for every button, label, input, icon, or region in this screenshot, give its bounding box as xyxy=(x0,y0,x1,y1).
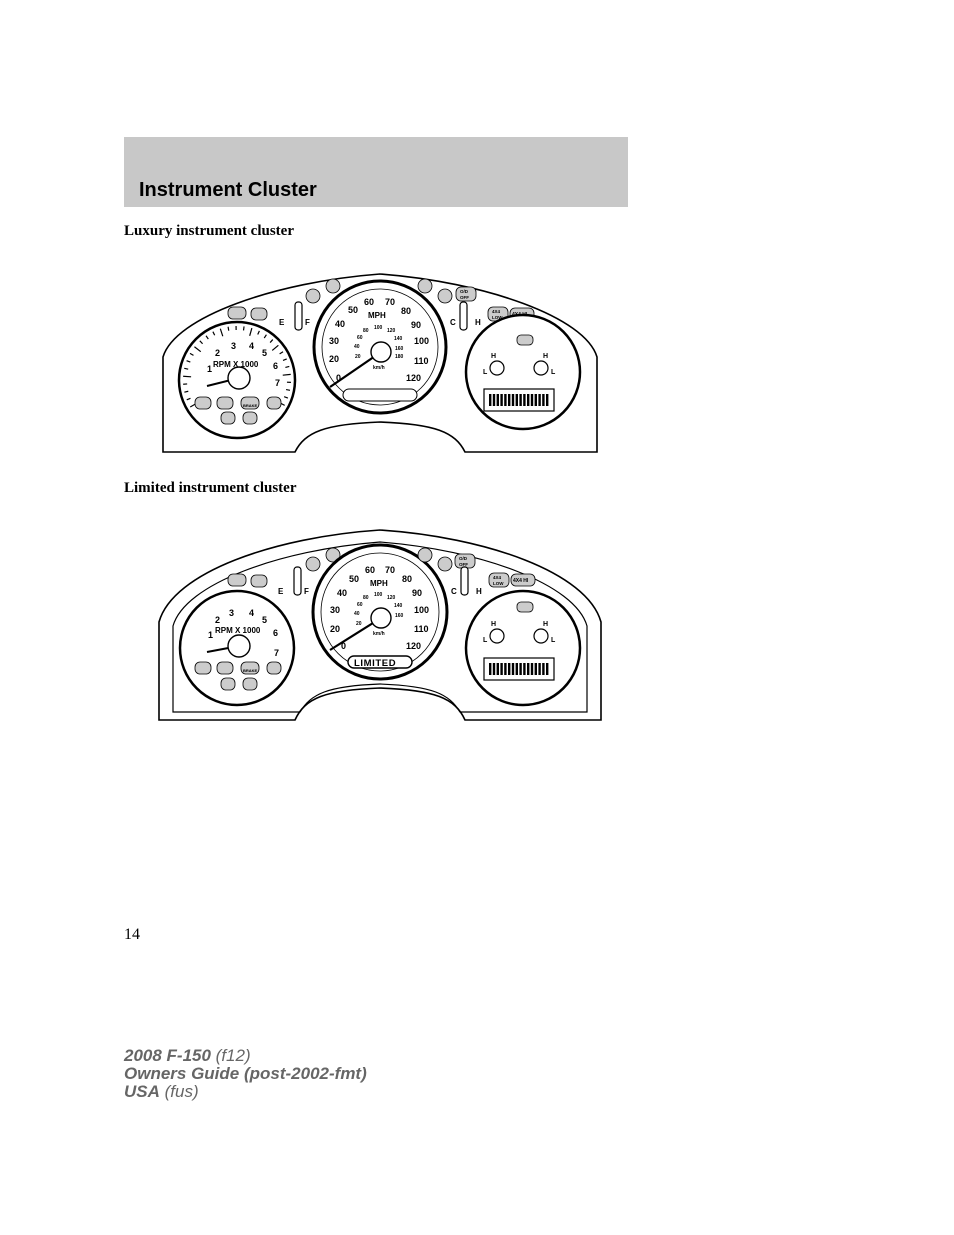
oil-pressure-gauge xyxy=(534,361,548,375)
temp-hot-label: H xyxy=(476,587,482,596)
tach-label: RPM X 1000 xyxy=(213,360,259,369)
limited-badge-label: LIMITED xyxy=(354,658,397,669)
mph-tick-label: 0 xyxy=(341,641,347,651)
tach-tick xyxy=(228,327,229,331)
kmh-tick-label: 100 xyxy=(374,592,383,598)
fuel-full-label: F xyxy=(305,318,310,327)
display-segment xyxy=(531,663,533,675)
display-segment xyxy=(500,663,502,675)
display-segment xyxy=(508,663,510,675)
mph-tick-label: 100 xyxy=(414,605,430,615)
kmh-tick-label: 20 xyxy=(356,621,362,627)
tach-tick xyxy=(184,368,188,369)
display-segment xyxy=(535,394,537,406)
tach-tick-label: 5 xyxy=(262,615,268,625)
mph-tick-label: 50 xyxy=(348,305,359,315)
mph-tick-label: 50 xyxy=(349,574,360,584)
mph-tick-label: 20 xyxy=(329,354,340,364)
footer-line-model xyxy=(124,1047,367,1065)
check-engine-icon xyxy=(217,397,233,409)
tach-tick-label: 3 xyxy=(229,608,235,618)
fuel-gauge xyxy=(294,567,301,595)
display-segment xyxy=(523,663,525,675)
kmh-tick-label: 80 xyxy=(363,328,369,334)
kmh-tick-label: 80 xyxy=(363,595,369,601)
mph-tick-label: 30 xyxy=(330,605,341,615)
check-engine-icon xyxy=(217,662,233,674)
display-segment xyxy=(519,394,521,406)
voltage-high-label: H xyxy=(491,621,497,628)
kmh-tick-label: 60 xyxy=(357,602,363,608)
mph-tick-label: 80 xyxy=(402,574,413,584)
tach-tick xyxy=(244,326,245,330)
caption-luxury-cluster: Luxury instrument cluster xyxy=(124,223,294,239)
tach-hub xyxy=(228,367,250,389)
display-segment xyxy=(489,394,491,406)
mph-tick-label: 0 xyxy=(336,373,342,383)
speedometer-kmh-label: km/h xyxy=(373,631,385,637)
display-segment xyxy=(500,394,502,406)
speedometer-hub xyxy=(371,608,391,628)
display-segment xyxy=(504,663,506,675)
oil-low-label: L xyxy=(551,637,556,644)
od-indicator-bottom-label: OFF xyxy=(460,295,469,300)
voltage-high-label: H xyxy=(491,353,497,360)
tire-pressure-icon xyxy=(243,678,257,690)
display-segment xyxy=(516,663,518,675)
seatbelt-warning-icon xyxy=(195,397,211,409)
abs-warning-icon xyxy=(267,662,281,674)
4x4-low-bottom-label: LOW xyxy=(492,315,503,320)
display-segment xyxy=(512,663,514,675)
mph-tick-label: 40 xyxy=(337,588,348,598)
limited-cluster-illustration xyxy=(155,522,605,724)
mph-tick-label: 40 xyxy=(335,319,346,329)
display-segment xyxy=(497,394,499,406)
fuel-gauge xyxy=(295,302,302,330)
oil-high-label: H xyxy=(543,621,549,628)
caption-limited-cluster: Limited instrument cluster xyxy=(124,480,297,496)
kmh-tick-label: 160 xyxy=(395,613,404,619)
od-indicator-top-label: O/D xyxy=(460,289,469,294)
tach-tick-label: 7 xyxy=(275,378,281,388)
seatbelt-chime-icon xyxy=(326,279,340,293)
display-segment xyxy=(538,663,540,675)
page-number: 14 xyxy=(124,926,140,943)
airbag-warning-icon xyxy=(251,308,267,320)
od-indicator-bottom-label: OFF xyxy=(459,562,468,567)
display-segment xyxy=(497,663,499,675)
display-segment xyxy=(546,663,548,675)
speedometer-kmh-label: km/h xyxy=(373,365,385,371)
tach-tick-label: 4 xyxy=(249,608,255,618)
luxury-cluster-illustration xyxy=(155,262,605,459)
brake-label: BRAKE xyxy=(243,403,258,408)
oil-low-label: L xyxy=(551,369,556,376)
speedometer-mph-label: MPH xyxy=(370,579,388,588)
security-icon xyxy=(221,678,235,690)
display-segment xyxy=(531,394,533,406)
temp-cold-label: C xyxy=(451,587,457,596)
mph-tick-label: 20 xyxy=(330,624,341,634)
display-segment xyxy=(489,663,491,675)
voltage-low-label: L xyxy=(483,369,488,376)
tach-tick-label: 2 xyxy=(215,348,221,358)
speed-control-icon xyxy=(418,548,432,562)
fuel-full-label: F xyxy=(304,587,309,596)
tach-tick-label: 6 xyxy=(273,361,279,371)
mph-tick-label: 70 xyxy=(385,565,396,575)
headlamp-indicator-icon xyxy=(517,602,533,612)
kmh-tick-label: 140 xyxy=(394,336,403,342)
battery-warning-icon xyxy=(228,574,246,586)
tire-pressure-icon xyxy=(243,412,257,424)
tach-tick xyxy=(183,376,191,377)
tach-tick-label: 7 xyxy=(274,648,280,658)
kmh-tick-label: 100 xyxy=(374,325,383,331)
speedometer-hub xyxy=(371,342,391,362)
voltage-gauge xyxy=(490,361,504,375)
footer-line-guide xyxy=(124,1065,367,1083)
airbag-warning-icon xyxy=(251,575,267,587)
header-band xyxy=(124,137,628,207)
mph-tick-label: 110 xyxy=(414,624,429,634)
display-segment xyxy=(546,394,548,406)
oil-pressure-gauge xyxy=(534,629,548,643)
display-segment xyxy=(512,394,514,406)
brake-label: BRAKE xyxy=(243,668,258,673)
headlamp-indicator-icon xyxy=(517,335,533,345)
voltage-gauge xyxy=(490,629,504,643)
tach-tick-label: 5 xyxy=(262,348,268,358)
tach-tick xyxy=(286,390,290,391)
mph-tick-label: 70 xyxy=(385,297,396,307)
display-segment xyxy=(523,394,525,406)
kmh-tick-label: 140 xyxy=(394,603,403,609)
mph-tick-label: 80 xyxy=(401,306,412,316)
tach-tick-label: 3 xyxy=(231,341,237,351)
4x4-low-top-label: 4X4 xyxy=(492,309,501,314)
tach-hub xyxy=(228,635,250,657)
tach-tick-label: 4 xyxy=(249,341,255,351)
turn-right-icon xyxy=(438,289,452,303)
temp-cold-label: C xyxy=(450,318,456,327)
footer-line-market xyxy=(124,1083,367,1101)
mph-tick-label: 90 xyxy=(411,320,422,330)
document-footer xyxy=(124,1047,367,1101)
temperature-gauge xyxy=(461,567,468,595)
display-segment xyxy=(519,663,521,675)
mph-tick-label: 30 xyxy=(329,336,340,346)
speed-control-icon xyxy=(418,279,432,293)
kmh-tick-label: 160 xyxy=(395,346,404,352)
kmh-tick-label: 20 xyxy=(355,354,361,360)
tach-tick-label: 1 xyxy=(207,364,213,374)
speedometer-mph-label: MPH xyxy=(368,311,386,320)
display-segment xyxy=(493,663,495,675)
mph-tick-label: 120 xyxy=(406,641,422,651)
display-segment xyxy=(527,663,529,675)
oil-high-label: H xyxy=(543,353,549,360)
kmh-tick-label: 120 xyxy=(387,328,396,334)
mph-tick-label: 60 xyxy=(364,297,375,307)
display-segment xyxy=(516,394,518,406)
kmh-tick-label: 120 xyxy=(387,595,396,601)
mph-tick-label: 110 xyxy=(414,356,429,366)
battery-warning-icon xyxy=(228,307,246,319)
limited-cluster-svg xyxy=(155,522,605,724)
footer-guide: Owners Guide (post-2002-fmt) xyxy=(124,1064,367,1083)
display-segment xyxy=(493,394,495,406)
tach-tick xyxy=(283,374,291,375)
odometer-display xyxy=(343,389,417,401)
luxury-cluster-svg xyxy=(155,262,605,459)
footer-model-code: (f12) xyxy=(210,1046,251,1065)
tach-tick-label: 2 xyxy=(215,615,221,625)
fuel-empty-label: E xyxy=(279,318,285,327)
display-segment xyxy=(527,394,529,406)
tach-label: RPM X 1000 xyxy=(215,626,261,635)
mph-tick-label: 120 xyxy=(406,373,422,383)
temp-hot-label: H xyxy=(475,318,481,327)
turn-left-icon xyxy=(306,289,320,303)
mph-tick-label: 60 xyxy=(365,565,376,575)
display-segment xyxy=(535,663,537,675)
footer-model: 2008 F-150 xyxy=(124,1046,211,1065)
tach-tick-label: 6 xyxy=(273,628,279,638)
footer-market: USA xyxy=(124,1082,160,1101)
mph-tick-label: 90 xyxy=(412,588,423,598)
turn-right-icon xyxy=(438,557,452,571)
display-segment xyxy=(504,394,506,406)
mph-tick-label: 100 xyxy=(414,336,430,346)
kmh-tick-label: 60 xyxy=(357,335,363,341)
display-segment xyxy=(542,394,544,406)
fuel-empty-label: E xyxy=(278,587,284,596)
4x4-low-top-label: 4X4 xyxy=(493,575,502,580)
display-segment xyxy=(508,394,510,406)
kmh-tick-label: 40 xyxy=(354,611,360,617)
footer-market-code: (fus) xyxy=(159,1082,199,1101)
section-title: Instrument Cluster xyxy=(139,179,317,201)
turn-left-icon xyxy=(306,557,320,571)
tach-tick-label: 1 xyxy=(208,630,214,640)
kmh-tick-label: 180 xyxy=(395,354,404,360)
seatbelt-warning-icon xyxy=(195,662,211,674)
abs-warning-icon xyxy=(267,397,281,409)
display-segment xyxy=(538,394,540,406)
display-segment xyxy=(542,663,544,675)
4x4-low-bottom-label: LOW xyxy=(493,581,504,586)
temperature-gauge xyxy=(460,302,467,330)
security-icon xyxy=(221,412,235,424)
4x4-high-label: 4X4 HI xyxy=(513,578,529,584)
voltage-low-label: L xyxy=(483,637,488,644)
od-indicator-top-label: O/D xyxy=(459,556,468,561)
kmh-tick-label: 40 xyxy=(354,344,360,350)
